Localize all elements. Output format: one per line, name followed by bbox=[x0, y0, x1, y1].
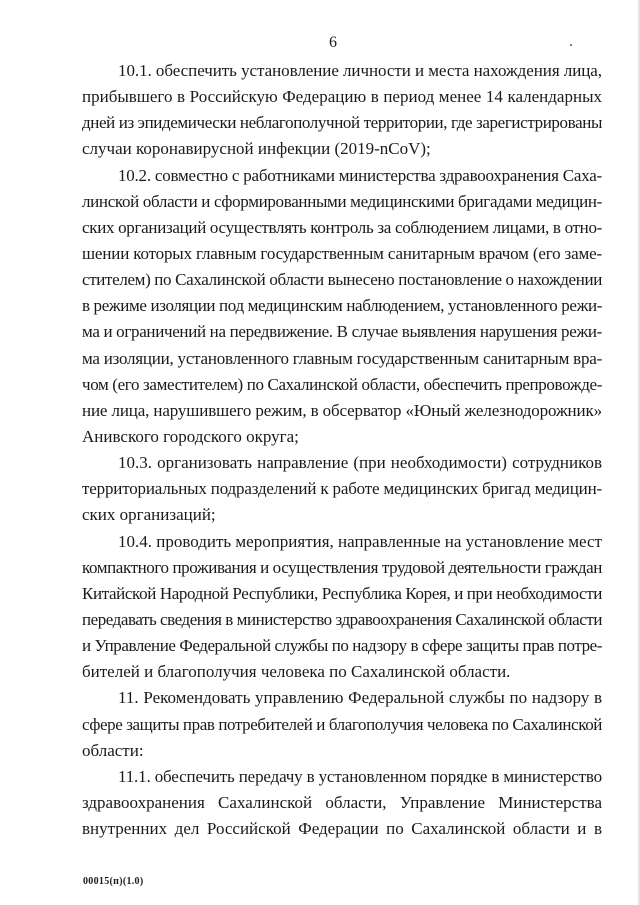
paragraph bbox=[82, 58, 602, 163]
text-line: сфере защиты прав потребителей и благополучия человека по Сахалинской bbox=[82, 714, 602, 734]
text-line: здравоохранения Сахалинской области, Управление Министерства bbox=[82, 792, 602, 812]
document-body bbox=[82, 58, 602, 842]
text-line: области: bbox=[82, 740, 144, 760]
text-line: ских организаций осуществлять контроль за соблюдением лицами, в отно- bbox=[82, 217, 602, 237]
scan-speck bbox=[570, 44, 572, 46]
text-line: 11. Рекомендовать управлению Федеральной службы по надзору в bbox=[118, 688, 602, 708]
text-line: 10.3. организовать направление (при необходимости) сотрудников bbox=[118, 453, 602, 473]
form-code: 00015(п)(1.0) bbox=[83, 876, 144, 887]
paragraph bbox=[82, 685, 602, 763]
text-line: шении которых главным государственным санитарным врачом (его заме- bbox=[82, 243, 602, 263]
text-line: 10.4. проводить мероприятия, направленные на установление мест bbox=[118, 531, 602, 551]
text-line: Китайской Народной Республики, Республика Корея, и при необходимости bbox=[82, 583, 602, 603]
text-line: случаи коронавирусной инфекции (2019-nCoV); bbox=[82, 139, 431, 159]
text-line: бителей и благополучия человека по Сахалинской области. bbox=[82, 662, 511, 682]
text-line: дней из эпидемически неблагополучной территории, где зарегистрированы bbox=[82, 113, 602, 133]
text-line: территориальных подразделений к работе медицинских бригад медицин- bbox=[82, 479, 602, 499]
paragraph bbox=[82, 163, 602, 451]
paragraph bbox=[82, 764, 602, 842]
text-line: линской области и сформированными медицинскими бригадами медицин- bbox=[82, 191, 602, 211]
text-line: передавать сведения в министерство здравоохранения Сахалинской области bbox=[82, 609, 602, 629]
text-line: 10.1. обеспечить установление личности и места нахождения лица, bbox=[118, 61, 602, 80]
text-line: стителем) по Сахалинской области вынесено постановление о нахождении bbox=[82, 270, 602, 290]
text-line: внутренних дел Российской Федерации по Сахалинской области и в bbox=[82, 819, 602, 839]
paragraph bbox=[82, 529, 602, 686]
text-line: прибывшего в Российскую Федерацию в период менее 14 календарных bbox=[82, 87, 602, 107]
page-number: 6 bbox=[329, 34, 337, 51]
text-line: ма и ограничений на передвижение. В случае выявления нарушения режи- bbox=[82, 322, 602, 342]
text-line: Анивского городского округа; bbox=[82, 426, 299, 446]
paragraph bbox=[82, 450, 602, 528]
text-line: компактного проживания и осуществления трудовой деятельности граждан bbox=[82, 557, 602, 577]
text-line: 11.1. обеспечить передачу в установленном порядке в министерство bbox=[118, 766, 602, 786]
text-line: 10.2. совместно с работниками министерства здравоохранения Саха- bbox=[118, 165, 602, 185]
text-line: ма изоляции, установленного главным государственным санитарным вра- bbox=[82, 348, 602, 368]
text-line: ских организаций; bbox=[82, 505, 216, 525]
text-line: чом (его заместителем) по Сахалинской области, обеспечить препровожде- bbox=[82, 374, 602, 394]
text-line: и Управление Федеральной службы по надзору в сфере защиты прав потре- bbox=[82, 636, 602, 656]
text-line: в режиме изоляции под медицинским наблюдением, установленного режи- bbox=[82, 296, 602, 316]
text-line: ние лица, нарушившего режим, в обсерватор «Юный железнодорожник» bbox=[82, 400, 602, 420]
